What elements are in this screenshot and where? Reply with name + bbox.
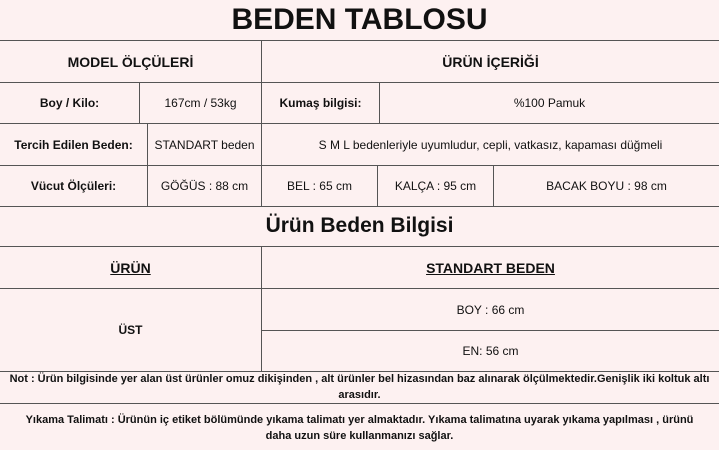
page-title: BEDEN TABLOSU: [231, 3, 488, 36]
size-table: [0, 40, 719, 193]
measurement-note-line1: Not : Ürün bilgisinde yer alan üst ürünler omuz dikişinden , alt ürünler bel hizasından baz alınarak ölçülmektedir.Genişlik iki koltuk altı: [9, 373, 710, 385]
washing-instructions: [0, 405, 719, 450]
standard-size-column-header: STANDART BEDEN: [426, 259, 555, 276]
model-header: MODEL ÖLÇÜLERİ: [0, 41, 262, 82]
washing-instructions-line2: daha uzun süre kullanmanızı sağlar.: [265, 429, 454, 442]
product-size-title: Ürün Beden Bilgisi: [265, 214, 454, 237]
table-row: [0, 82, 719, 124]
fabric-label: Kumaş bilgisi:: [262, 82, 380, 123]
product-size-table: [0, 246, 719, 358]
measurement-note-line2: arasıdır.: [338, 389, 381, 401]
waist-value: BEL : 65 cm: [262, 166, 378, 206]
body-measurements-label: Vücut Ölçüleri:: [0, 166, 148, 206]
boy-kilo-label: Boy / Kilo:: [0, 82, 140, 123]
size-description: S M L bedenleriyle uyumludur, cepli, vatkasız, kapaması düğmeli: [318, 137, 663, 152]
top-product-label: ÜST: [0, 289, 262, 371]
chest-value: GÖĞÜS : 88 cm: [148, 166, 262, 206]
boy-kilo-value: 167cm / 53kg: [140, 82, 262, 123]
measurement-note: [0, 371, 719, 404]
preferred-size-value: STANDART beden: [148, 124, 262, 165]
table-row: [0, 289, 719, 372]
table-row: [0, 166, 719, 207]
washing-instructions-line1: Yıkama Talimatı : Ürünün iç etiket bölümünde yıkama talimatı yer almaktadır. Yıkama talimatına uyarak yıkama yapılması , ürünü: [25, 413, 694, 426]
width-value: EN: 56 cm: [462, 344, 519, 358]
table-row: [0, 124, 719, 166]
table-header-row: [0, 41, 719, 83]
length-value: BOY : 66 cm: [262, 289, 719, 331]
content-header: ÜRÜN İÇERİĞİ: [442, 53, 539, 70]
fabric-value: %100 Pamuk: [513, 95, 586, 110]
product-column-header: ÜRÜN: [0, 247, 262, 288]
table-header-row: [0, 247, 719, 289]
hip-value: KALÇA : 95 cm: [378, 166, 494, 206]
leg-length-value: BACAK BOYU : 98 cm: [546, 179, 667, 193]
preferred-size-label: Tercih Edilen Beden:: [0, 124, 148, 165]
